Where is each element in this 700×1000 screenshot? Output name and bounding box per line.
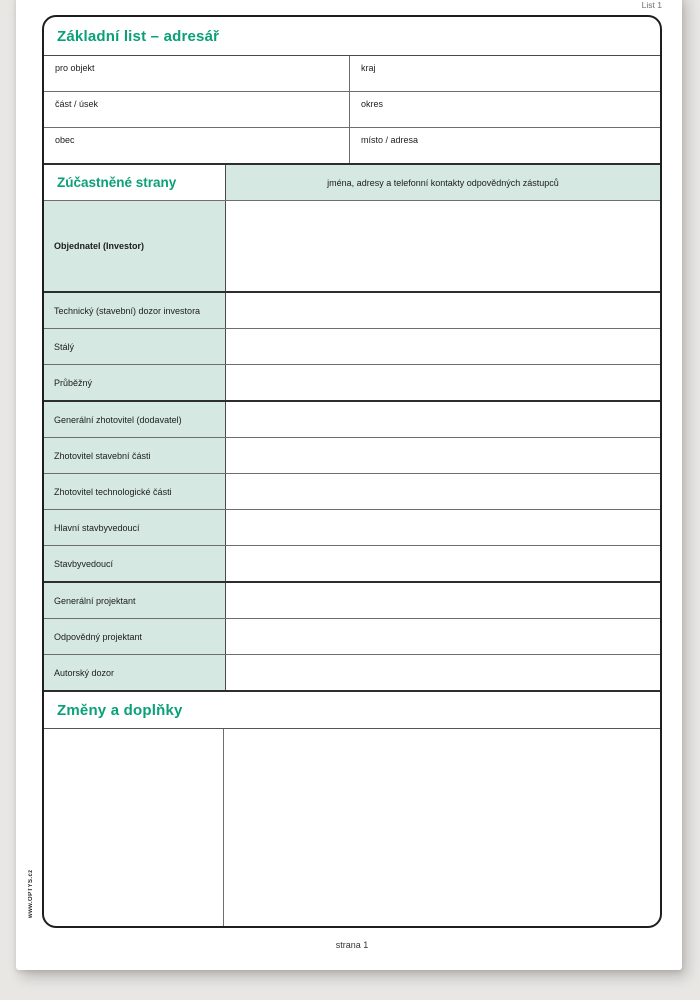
label-autorsky-dozor: Autorský dozor xyxy=(44,655,226,690)
row-autorsky-dozor xyxy=(44,655,660,692)
changes-body xyxy=(44,729,660,926)
input-area-zhotovitel-technologicke xyxy=(226,474,660,509)
row-objednatel xyxy=(44,201,660,293)
input-area-technicky-dozor xyxy=(226,293,660,328)
label-objednatel: Objednatel (Investor) xyxy=(44,201,226,291)
label-staly: Stálý xyxy=(44,329,226,364)
input-area-generalni-zhotovitel xyxy=(226,402,660,437)
changes-left-column xyxy=(44,729,224,926)
field-obec: obec xyxy=(44,128,350,163)
row-staly xyxy=(44,329,660,365)
input-area-hlavni-stavbyvedouci xyxy=(226,510,660,545)
field-row-objekt-kraj xyxy=(44,56,660,92)
label-generalni-zhotovitel: Generální zhotovitel (dodavatel) xyxy=(44,402,226,437)
label-technicky-dozor: Technický (stavební) dozor investora xyxy=(44,293,226,328)
input-area-staly xyxy=(226,329,660,364)
sheet-number-label: List 1 xyxy=(641,0,662,10)
row-zhotovitel-stavebni xyxy=(44,438,660,474)
row-technicky-dozor xyxy=(44,293,660,329)
form-sheet xyxy=(42,15,662,928)
field-pro-objekt: pro objekt xyxy=(44,56,350,91)
changes-section-title-row xyxy=(44,692,660,729)
participants-header-row xyxy=(44,165,660,201)
row-prubezny xyxy=(44,365,660,402)
field-okres: okres xyxy=(361,99,384,109)
label-zhotovitel-stavebni: Zhotovitel stavební části xyxy=(44,438,226,473)
form-title-row xyxy=(44,17,660,56)
field-row-obec-misto xyxy=(44,128,660,165)
row-stavbyvedouci xyxy=(44,546,660,583)
page-number: strana 1 xyxy=(335,940,369,950)
input-area-objednatel xyxy=(226,201,660,291)
row-generalni-zhotovitel xyxy=(44,402,660,438)
changes-section-title: Změny a doplňky xyxy=(57,701,183,719)
participants-subtitle: jména, adresy a telefonní kontakty odpovědných zástupců xyxy=(226,165,660,200)
label-odpovedny-projektant: Odpovědný projektant xyxy=(44,619,226,654)
field-cast-usek: část / úsek xyxy=(44,92,350,127)
label-zhotovitel-technologicke: Zhotovitel technologické části xyxy=(44,474,226,509)
input-area-zhotovitel-stavebni xyxy=(226,438,660,473)
row-zhotovitel-technologicke xyxy=(44,474,660,510)
participants-section-title-cell xyxy=(44,165,226,200)
input-area-stavbyvedouci xyxy=(226,546,660,581)
changes-right-column xyxy=(224,729,660,926)
participants-section-title: Zúčastněné strany xyxy=(57,175,177,190)
label-prubezny: Průběžný xyxy=(44,365,226,400)
field-kraj: kraj xyxy=(361,63,376,73)
label-hlavni-stavbyvedouci: Hlavní stavbyvedoucí xyxy=(44,510,226,545)
label-generalni-projektant: Generální projektant xyxy=(44,583,226,618)
field-misto-adresa: místo / adresa xyxy=(361,135,419,145)
input-area-autorsky-dozor xyxy=(226,655,660,690)
row-odpovedny-projektant xyxy=(44,619,660,655)
form-title: Základní list – adresář xyxy=(57,27,220,45)
publisher-watermark: www.OPTYS.cz xyxy=(28,869,34,918)
input-area-prubezny xyxy=(226,365,660,400)
input-area-odpovedny-projektant xyxy=(226,619,660,654)
row-generalni-projektant xyxy=(44,583,660,619)
field-row-usek-okres xyxy=(44,92,660,128)
input-area-generalni-projektant xyxy=(226,583,660,618)
row-hlavni-stavbyvedouci xyxy=(44,510,660,546)
label-stavbyvedouci: Stavbyvedoucí xyxy=(44,546,226,581)
paper-page xyxy=(16,0,682,970)
